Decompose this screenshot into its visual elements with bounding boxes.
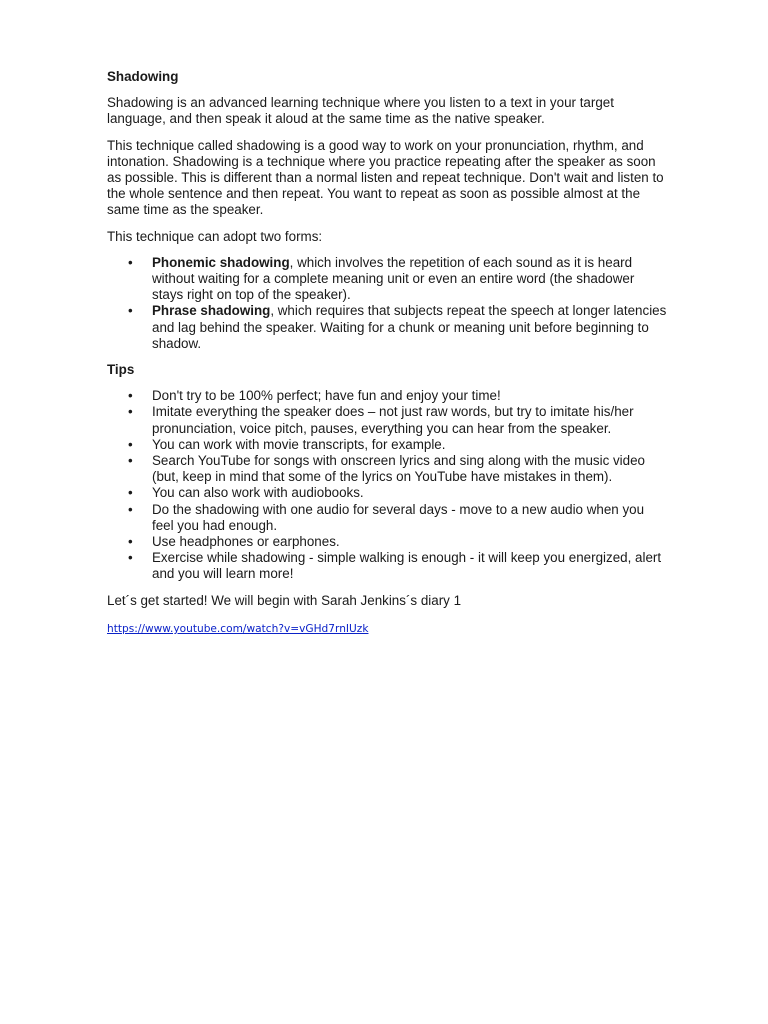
- list-item: [107, 534, 668, 550]
- forms-list: [107, 255, 668, 352]
- tip-text: Don't try to be 100% perfect; have fun and enjoy your time!: [152, 388, 501, 404]
- list-item: [107, 453, 668, 485]
- forms-intro: This technique can adopt two forms:: [107, 228, 323, 244]
- tip-text: Exercise while shadowing - simple walking is enough - it will keep you energized, alert and you will learn more!: [152, 550, 662, 582]
- list-item: [107, 388, 668, 404]
- bullet-icon: •: [128, 254, 133, 270]
- tip-text: Search YouTube for songs with onscreen lyrics and sing along with the music video (but, keep in mind that some of the lyrics on YouTube have mistakes in them).: [152, 453, 646, 485]
- bullet-icon: •: [128, 453, 133, 469]
- tip-text: You can work with movie transcripts, for example.: [152, 436, 446, 452]
- bullet-icon: •: [128, 550, 133, 566]
- list-item: [107, 502, 668, 534]
- youtube-link[interactable]: https://www.youtube.com/watch?v=vGHd7rnIUzk: [107, 622, 369, 635]
- list-item: [107, 437, 668, 453]
- tip-text: Imitate everything the speaker does – not just raw words, but try to imitate his/her pronunciation, voice pitch, pauses, everything you can hear from the speaker.: [152, 404, 634, 436]
- form-term: Phonemic shadowing: [152, 254, 290, 270]
- bullet-icon: •: [128, 534, 133, 550]
- tips-heading: Tips: [107, 362, 135, 378]
- list-item: [107, 255, 668, 304]
- bullet-icon: •: [128, 404, 133, 420]
- document-title: Shadowing: [107, 69, 179, 84]
- list-item: [107, 550, 668, 582]
- tip-text: You can also work with audiobooks.: [152, 485, 364, 501]
- form-term: Phrase shadowing: [152, 303, 271, 319]
- description-paragraph: This technique called shadowing is a good way to work on your pronunciation, rhythm, and intonation. Shadowing is a technique where you practice repeating after the speaker as soon as possible. This is different than a normal listen and repeat technique. Don't wait and listen to the whole sentence and then repeat. You want to repeat as soon as possible almost at the same time as the speaker.: [107, 137, 664, 218]
- list-item: [107, 303, 668, 352]
- bullet-icon: •: [128, 303, 133, 319]
- tips-list: [107, 388, 668, 582]
- tip-text: Use headphones or earphones.: [152, 534, 340, 550]
- form-text: , which involves the repetition of each sound as it is heard without waiting for a complete meaning unit or even an entire word (the shadower stays right on top of the speaker).: [152, 254, 635, 303]
- intro-paragraph: Shadowing is an advanced learning technique where you listen to a text in your target language, and then speak it aloud at the same time as the native speaker.: [107, 95, 614, 127]
- bullet-icon: •: [128, 388, 133, 404]
- closing-paragraph: Let´s get started! We will begin with Sarah Jenkins´s diary 1: [107, 592, 462, 608]
- form-text: , which requires that subjects repeat the speech at longer latencies and lag behind the speaker. Waiting for a chunk or meaning unit before beginning to shadow.: [152, 303, 667, 351]
- bullet-icon: •: [128, 501, 133, 517]
- list-item: [107, 404, 668, 436]
- list-item: [107, 485, 668, 501]
- tip-text: Do the shadowing with one audio for several days - move to a new audio when you feel you had enough.: [152, 501, 645, 533]
- bullet-icon: •: [128, 485, 133, 501]
- bullet-icon: •: [128, 436, 133, 452]
